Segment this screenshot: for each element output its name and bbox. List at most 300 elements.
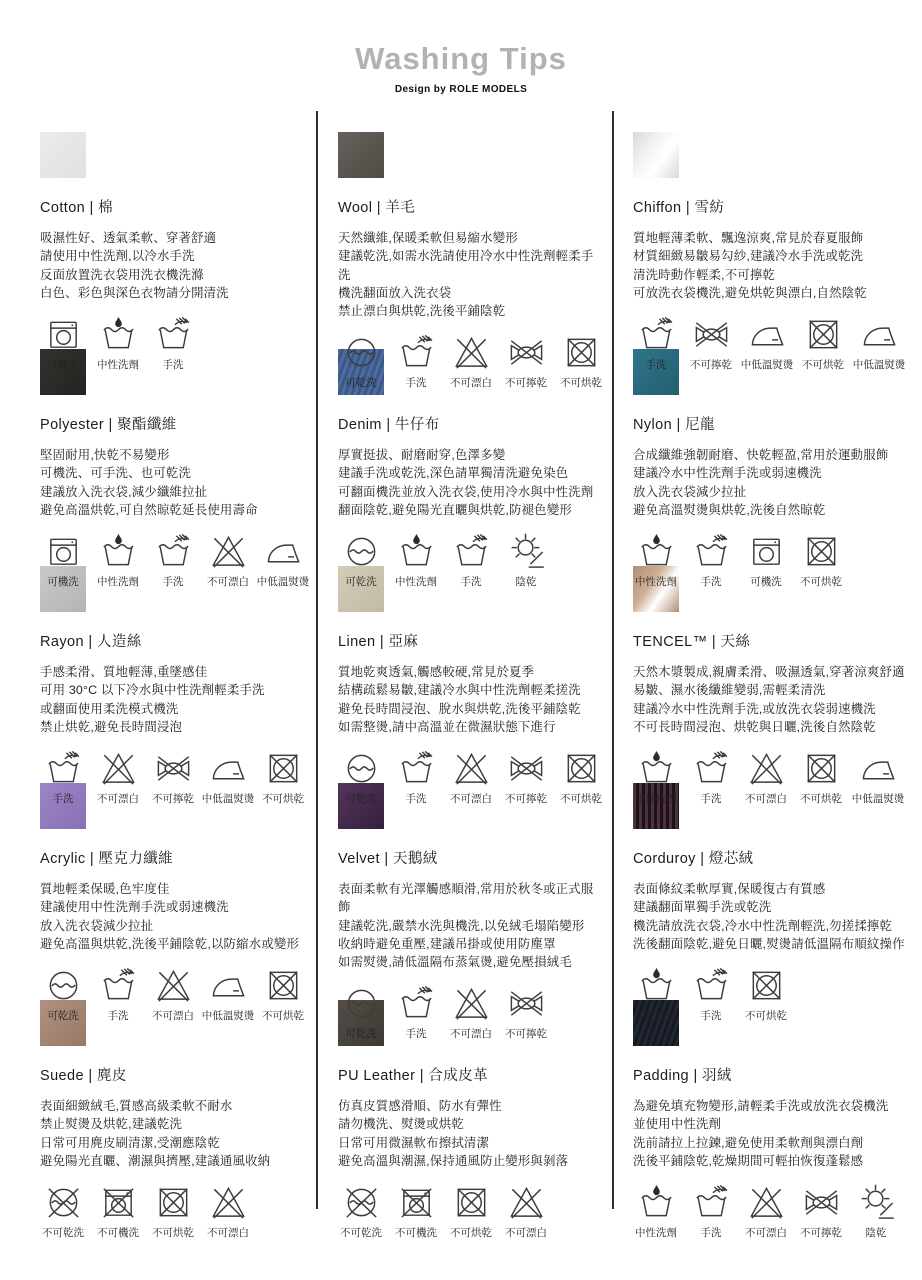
care-icon-row bbox=[633, 1183, 912, 1240]
fabric-description-line: 洗後平鋪陰乾,乾燥期間可輕拍恢復蓬鬆感 bbox=[633, 1153, 864, 1168]
fabric-description-line: 放入洗衣袋減少拉扯 bbox=[40, 918, 154, 933]
care-icon-row bbox=[633, 315, 912, 372]
fabric-description-line: 可用 30°C 以下冷水與中性洗劑輕柔手洗 bbox=[40, 683, 265, 698]
fabric-description-line: 避免長時間浸泡、脫水與烘乾,洗後平鋪陰乾 bbox=[338, 701, 581, 716]
care-icon-item bbox=[800, 315, 846, 372]
grid-column-1 bbox=[0, 111, 316, 1240]
care-icon-item bbox=[448, 749, 494, 806]
no-wring-icon bbox=[507, 749, 546, 788]
care-icon-item bbox=[40, 532, 86, 589]
fabric-description-line: 請使用中性洗劑,以冷水手洗 bbox=[40, 249, 195, 264]
care-icon-item bbox=[393, 333, 439, 390]
fabric-card bbox=[633, 349, 912, 589]
fabric-description-line: 仿真皮質感滑順、防水有彈性 bbox=[338, 1099, 502, 1114]
care-icon-label: 不可漂白 bbox=[97, 793, 139, 806]
care-icon-item bbox=[503, 333, 549, 390]
no-wring-icon bbox=[507, 984, 546, 1023]
fabric-description-line: 結構疏鬆易皺,建議冷水與中性洗劑輕柔搓洗 bbox=[338, 683, 581, 698]
fabric-description-line: 洗後翻面陰乾,避免日曬,熨燙請低溫隔布順紋操作 bbox=[633, 936, 905, 951]
care-icon-item bbox=[633, 315, 679, 372]
care-icon-label: 可乾洗 bbox=[345, 576, 377, 589]
no-tumble-dry-icon bbox=[804, 315, 843, 354]
care-icon-row bbox=[40, 966, 304, 1023]
care-icon-item bbox=[201, 749, 255, 806]
fabric-title: Wool | 羊毛 bbox=[338, 200, 416, 217]
iron-low-icon bbox=[209, 749, 248, 788]
fabric-description-line: 可放洗衣袋機洗,避免烘乾與漂白,自然陰乾 bbox=[633, 285, 867, 300]
no-tumble-dry-icon bbox=[802, 532, 841, 571]
fabric-title: Corduroy | 燈芯絨 bbox=[633, 851, 754, 868]
fabric-description bbox=[40, 446, 304, 519]
fabric-card bbox=[40, 1000, 304, 1240]
care-icon-label: 中性洗劑 bbox=[635, 793, 677, 806]
care-icon-row bbox=[338, 333, 602, 390]
iron-low-icon bbox=[860, 315, 899, 354]
no-tumble-dry-icon bbox=[452, 1183, 491, 1222]
care-icon-item bbox=[260, 749, 306, 806]
care-icon-label: 不可烘乾 bbox=[800, 576, 842, 589]
fabric-card bbox=[633, 1000, 912, 1240]
care-icon-label: 不可漂白 bbox=[745, 1227, 787, 1240]
neutral-detergent-icon bbox=[99, 532, 138, 571]
fabric-swatch-image bbox=[633, 132, 679, 178]
iron-low-icon bbox=[209, 966, 248, 1005]
no-dry-clean-icon bbox=[342, 1183, 381, 1222]
care-icon-item bbox=[743, 749, 789, 806]
care-icon-item bbox=[201, 966, 255, 1023]
fabric-description-line: 表面條紋柔軟厚實,保暖復古有質感 bbox=[633, 882, 826, 897]
fabric-description-line: 機洗請放洗衣袋,冷水中性洗劑輕洗,勿搓揉擰乾 bbox=[633, 918, 893, 933]
neutral-detergent-icon bbox=[99, 315, 138, 354]
care-icon-label: 可機洗 bbox=[47, 359, 79, 372]
fabric-title: Acrylic | 壓克力纖維 bbox=[40, 851, 174, 868]
fabric-description-line: 禁止漂白與烘乾,洗後平鋪陰乾 bbox=[338, 304, 506, 319]
care-icon-label: 手洗 bbox=[645, 359, 667, 372]
fabric-card bbox=[40, 566, 304, 806]
fabric-description-line: 厚實挺拔、耐磨耐穿,色澤多變 bbox=[338, 448, 506, 463]
no-tumble-dry-icon bbox=[264, 966, 303, 1005]
fabric-title: Denim | 牛仔布 bbox=[338, 417, 440, 434]
care-icon-label: 不可擰乾 bbox=[152, 793, 194, 806]
fabric-title: PU Leather | 合成皮革 bbox=[338, 1068, 488, 1085]
care-icon-label: 不可漂白 bbox=[505, 1227, 547, 1240]
fabric-title: Chiffon | 雪紡 bbox=[633, 200, 725, 217]
care-icon-item bbox=[503, 532, 549, 589]
fabric-description-line: 反面放置洗衣袋用洗衣機洗滌 bbox=[40, 267, 204, 282]
care-icon-label: 不可烘乾 bbox=[152, 1227, 194, 1240]
no-bleach-icon bbox=[507, 1183, 546, 1222]
no-bleach-icon bbox=[209, 532, 248, 571]
care-icon-label: 不可擰乾 bbox=[505, 1028, 547, 1041]
hand-wash-icon bbox=[99, 966, 138, 1005]
care-icon-label: 不可烘乾 bbox=[560, 377, 602, 390]
fabric-description-line: 白色、彩色與深色衣物請分開清洗 bbox=[40, 285, 229, 300]
care-icon-label: 手洗 bbox=[700, 1227, 722, 1240]
care-icon-item bbox=[95, 966, 141, 1023]
care-icon-item bbox=[852, 315, 906, 372]
fabric-title: Padding | 羽絨 bbox=[633, 1068, 732, 1085]
fabric-description-line: 日常可用麂皮刷清潔,受潮應陰乾 bbox=[40, 1135, 220, 1150]
fabric-description-line: 易皺、濕水後纖維變弱,需輕柔清洗 bbox=[633, 683, 826, 698]
no-dry-clean-icon bbox=[44, 1183, 83, 1222]
fabric-description-line: 可機洗、可手洗、也可乾洗 bbox=[40, 466, 192, 481]
care-icon-label: 中低溫熨燙 bbox=[851, 793, 905, 806]
care-icon-item bbox=[338, 984, 384, 1041]
fabric-description bbox=[633, 1097, 912, 1170]
care-icon-label: 中低溫熨燙 bbox=[740, 359, 794, 372]
care-icon-label: 可乾洗 bbox=[47, 1010, 79, 1023]
no-bleach-icon bbox=[747, 1183, 786, 1222]
fabric-description-line: 收納時避免重壓,建議吊掛或使用防塵罩 bbox=[338, 936, 556, 951]
care-icon-item bbox=[260, 966, 306, 1023]
care-icon-item bbox=[338, 333, 384, 390]
care-icon-label: 可機洗 bbox=[750, 576, 782, 589]
care-icon-item bbox=[150, 749, 196, 806]
machine-wash-icon bbox=[44, 315, 83, 354]
page-title: Washing Tips bbox=[355, 41, 567, 76]
care-icon-item bbox=[338, 532, 384, 589]
care-icon-label: 不可漂白 bbox=[152, 1010, 194, 1023]
fabric-description-line: 質地輕薄柔軟、飄逸涼爽,常見於春夏服飾 bbox=[633, 231, 864, 246]
care-icon-label: 不可漂白 bbox=[207, 1227, 249, 1240]
fabric-title: Cotton | 棉 bbox=[40, 200, 114, 217]
no-wring-icon bbox=[507, 333, 546, 372]
hand-wash-icon bbox=[44, 749, 83, 788]
care-icon-label: 手洗 bbox=[405, 1028, 427, 1041]
care-icon-label: 不可擰乾 bbox=[690, 359, 732, 372]
hand-wash-icon bbox=[637, 315, 676, 354]
care-icon-item bbox=[40, 966, 86, 1023]
care-icon-label: 手洗 bbox=[162, 576, 184, 589]
fabric-description-line: 洗前請拉上拉鍊,避免使用柔軟劑與漂白劑 bbox=[633, 1135, 864, 1150]
no-bleach-icon bbox=[747, 749, 786, 788]
no-tumble-dry-icon bbox=[264, 749, 303, 788]
care-icon-label: 不可烘乾 bbox=[262, 1010, 304, 1023]
fabric-description-line: 機洗翻面放入洗衣袋 bbox=[338, 285, 452, 300]
care-icon-label: 可乾洗 bbox=[345, 793, 377, 806]
fabric-card bbox=[633, 132, 912, 372]
care-icon-item bbox=[150, 532, 196, 589]
care-icon-item bbox=[448, 984, 494, 1041]
care-icon-item bbox=[633, 1183, 679, 1240]
care-icon-row bbox=[40, 749, 304, 806]
care-icon-item bbox=[150, 1183, 196, 1240]
care-icon-item bbox=[798, 749, 844, 806]
no-bleach-icon bbox=[452, 749, 491, 788]
care-icon-item bbox=[853, 1183, 899, 1240]
page-subtitle: Design by ROLE MODELS bbox=[394, 84, 528, 96]
fabric-description-line: 材質細緻易皺易勾紗,建議冷水手洗或乾洗 bbox=[633, 249, 864, 264]
fabric-description-line: 質地乾爽透氣,觸感較硬,常見於夏季 bbox=[338, 665, 535, 680]
no-tumble-dry-icon bbox=[802, 749, 841, 788]
care-icon-row bbox=[40, 1183, 304, 1240]
care-icon-label: 手洗 bbox=[700, 576, 722, 589]
care-icon-item bbox=[743, 966, 789, 1023]
fabric-description-line: 天然木漿製成,親膚柔滑、吸濕透氣,穿著涼爽舒適 bbox=[633, 665, 905, 680]
machine-wash-icon bbox=[747, 532, 786, 571]
hand-wash-icon bbox=[452, 532, 491, 571]
care-icon-label: 不可烘乾 bbox=[802, 359, 844, 372]
fabric-description-line: 並使用中性洗劑 bbox=[633, 1117, 722, 1132]
fabric-title: Nylon | 尼龍 bbox=[633, 417, 715, 434]
care-icon-label: 中性洗劑 bbox=[97, 576, 139, 589]
care-icon-row bbox=[633, 749, 912, 806]
hand-wash-icon bbox=[154, 532, 193, 571]
no-tumble-dry-icon bbox=[562, 333, 601, 372]
care-icon-row bbox=[338, 1183, 602, 1240]
fabric-title: Suede | 麂皮 bbox=[40, 1068, 127, 1085]
dry-clean-icon bbox=[342, 749, 381, 788]
fabric-description-line: 為避免填充物變形,請輕柔手洗或放洗衣袋機洗 bbox=[633, 1099, 889, 1114]
fabric-description-line: 日常可用微濕軟布擦拭清潔 bbox=[338, 1135, 490, 1150]
care-icon-item bbox=[688, 315, 734, 372]
no-bleach-icon bbox=[99, 749, 138, 788]
neutral-detergent-icon bbox=[397, 532, 436, 571]
fabric-description-line: 清洗時動作輕柔,不可擰乾 bbox=[633, 267, 776, 282]
care-icon-item bbox=[503, 1183, 549, 1240]
care-icon-item bbox=[798, 532, 844, 589]
fabric-description bbox=[338, 229, 602, 320]
fabric-description-line: 表面柔軟有光澤觸感順滑,常用於秋冬或正式服飾 bbox=[338, 882, 594, 915]
care-icon-item bbox=[448, 333, 494, 390]
machine-wash-icon bbox=[44, 532, 83, 571]
care-icon-label: 手洗 bbox=[107, 1010, 129, 1023]
care-icon-label: 不可擰乾 bbox=[505, 377, 547, 390]
fabric-description-line: 質地輕柔保暖,色牢度佳 bbox=[40, 882, 170, 897]
fabric-card bbox=[40, 349, 310, 589]
care-icon-label: 中低溫熨燙 bbox=[201, 1010, 255, 1023]
care-icon-item bbox=[95, 749, 141, 806]
fabric-card bbox=[633, 566, 912, 806]
care-icon-label: 手洗 bbox=[700, 793, 722, 806]
fabric-description bbox=[633, 446, 912, 519]
fabric-description bbox=[40, 1097, 304, 1170]
grid-column-3 bbox=[612, 111, 922, 1240]
fabric-description bbox=[338, 663, 602, 736]
care-icon-item bbox=[393, 1183, 439, 1240]
hand-wash-icon bbox=[692, 749, 731, 788]
fabric-description-line: 建議翻面單獨手洗或乾洗 bbox=[633, 900, 772, 915]
care-icon-label: 不可漂白 bbox=[745, 793, 787, 806]
care-icon-item bbox=[633, 966, 679, 1023]
fabric-description-line: 禁止烘乾,避免長時間浸泡 bbox=[40, 719, 183, 734]
no-wring-icon bbox=[154, 749, 193, 788]
care-icon-item bbox=[393, 532, 439, 589]
hand-wash-icon bbox=[397, 984, 436, 1023]
no-bleach-icon bbox=[154, 966, 193, 1005]
care-icon-label: 不可烘乾 bbox=[450, 1227, 492, 1240]
care-icon-label: 中性洗劑 bbox=[97, 359, 139, 372]
fabric-card bbox=[338, 132, 602, 390]
care-icon-label: 不可烘乾 bbox=[262, 793, 304, 806]
dry-clean-icon bbox=[342, 984, 381, 1023]
hand-wash-icon bbox=[397, 749, 436, 788]
hand-wash-icon bbox=[692, 532, 731, 571]
care-icon-item bbox=[40, 1183, 86, 1240]
fabric-title: Velvet | 天鵝絨 bbox=[338, 851, 438, 868]
fabric-description-line: 不可長時間浸泡、烘乾與日曬,洗後自然陰乾 bbox=[633, 719, 876, 734]
fabric-description-line: 建議使用中性洗劑手洗或弱速機洗 bbox=[40, 900, 229, 915]
care-icon-item bbox=[338, 1183, 384, 1240]
hand-wash-icon bbox=[154, 315, 193, 354]
no-tumble-dry-icon bbox=[562, 749, 601, 788]
care-icon-item bbox=[688, 749, 734, 806]
care-icon-label: 不可漂白 bbox=[450, 793, 492, 806]
care-icon-label: 中低溫熨燙 bbox=[201, 793, 255, 806]
fabric-description-line: 避免高溫熨燙與烘乾,洗後自然晾乾 bbox=[633, 502, 826, 517]
fabric-swatch-image bbox=[338, 132, 384, 178]
care-icon-label: 中低溫熨燙 bbox=[852, 359, 906, 372]
care-icon-item bbox=[743, 532, 789, 589]
care-icon-row bbox=[40, 532, 310, 589]
care-icon-item bbox=[150, 315, 196, 372]
care-icon-item bbox=[798, 1183, 844, 1240]
care-icon-label: 可乾洗 bbox=[345, 377, 377, 390]
care-icon-label: 不可漂白 bbox=[450, 377, 492, 390]
fabric-description bbox=[633, 229, 912, 302]
iron-low-icon bbox=[859, 749, 898, 788]
care-icon-item bbox=[448, 1183, 494, 1240]
care-icon-label: 不可烘乾 bbox=[800, 793, 842, 806]
no-tumble-dry-icon bbox=[747, 966, 786, 1005]
care-icon-label: 中性洗劑 bbox=[635, 576, 677, 589]
fabric-description-line: 建議乾洗,嚴禁水洗與機洗,以免絨毛塌陷變形 bbox=[338, 918, 585, 933]
fabric-description-line: 建議乾洗,如需水洗請使用冷水中性洗劑輕柔手洗 bbox=[338, 249, 594, 282]
fabric-card bbox=[338, 783, 602, 1041]
fabric-description bbox=[40, 880, 304, 953]
neutral-detergent-icon bbox=[637, 1183, 676, 1222]
fabric-card bbox=[40, 132, 304, 372]
fabric-grid bbox=[0, 111, 922, 1240]
fabric-description-line: 翻面陰乾,避免陽光直曬與烘乾,防褪色變形 bbox=[338, 502, 572, 517]
care-icon-label: 中性洗劑 bbox=[635, 1010, 677, 1023]
care-icon-item bbox=[393, 984, 439, 1041]
care-icon-item bbox=[853, 749, 903, 806]
fabric-description-line: 建議手洗或乾洗,深色請單獨清洗避免染色 bbox=[338, 466, 569, 481]
fabric-title: Rayon | 人造絲 bbox=[40, 634, 142, 651]
care-icon-label: 可機洗 bbox=[47, 576, 79, 589]
care-icon-item bbox=[503, 749, 549, 806]
fabric-description-line: 避免高溫與潮濕,保持通風防止變形與剝落 bbox=[338, 1153, 569, 1168]
care-icon-label: 手洗 bbox=[162, 359, 184, 372]
fabric-description-line: 建議冷水中性洗劑手洗或弱速機洗 bbox=[633, 466, 822, 481]
fabric-description bbox=[338, 446, 602, 519]
fabric-description-line: 堅固耐用,快乾不易變形 bbox=[40, 448, 170, 463]
fabric-description-line: 請勿機洗、熨燙或烘乾 bbox=[338, 1117, 464, 1132]
care-icon-item bbox=[256, 532, 310, 589]
care-icon-label: 不可擰乾 bbox=[505, 793, 547, 806]
care-icon-label: 不可漂白 bbox=[450, 1028, 492, 1041]
fabric-description-line: 如需整燙,請中高溫並在微濕狀態下進行 bbox=[338, 719, 556, 734]
shade-dry-icon bbox=[857, 1183, 896, 1222]
fabric-card bbox=[338, 566, 602, 806]
no-bleach-icon bbox=[452, 984, 491, 1023]
care-icon-item bbox=[503, 984, 549, 1041]
care-icon-label: 不可乾洗 bbox=[42, 1227, 84, 1240]
fabric-description bbox=[40, 229, 304, 302]
fabric-description bbox=[633, 880, 912, 953]
care-icon-label: 手洗 bbox=[52, 793, 74, 806]
care-icon-label: 可乾洗 bbox=[345, 1028, 377, 1041]
no-wring-icon bbox=[802, 1183, 841, 1222]
grid-column-2 bbox=[316, 111, 612, 1240]
care-icon-label: 不可烘乾 bbox=[560, 793, 602, 806]
fabric-description bbox=[633, 663, 912, 736]
care-icon-item bbox=[558, 749, 604, 806]
dry-clean-icon bbox=[342, 532, 381, 571]
fabric-swatch-image bbox=[40, 132, 86, 178]
care-icon-label: 中性洗劑 bbox=[635, 1227, 677, 1240]
care-icon-label: 手洗 bbox=[700, 1010, 722, 1023]
fabric-description-line: 避免高溫烘乾,可自然晾乾延長使用壽命 bbox=[40, 502, 258, 517]
no-machine-wash-icon bbox=[397, 1183, 436, 1222]
fabric-title: Polyester | 聚酯纖維 bbox=[40, 417, 177, 434]
care-icon-label: 不可機洗 bbox=[395, 1227, 437, 1240]
care-icon-label: 不可機洗 bbox=[97, 1227, 139, 1240]
fabric-description bbox=[40, 663, 304, 736]
fabric-description-line: 手感柔滑、質地輕薄,重墜感佳 bbox=[40, 665, 208, 680]
neutral-detergent-icon bbox=[637, 532, 676, 571]
fabric-description-line: 吸濕性好、透氣柔軟、穿著舒適 bbox=[40, 231, 217, 246]
care-icon-label: 不可烘乾 bbox=[745, 1010, 787, 1023]
hand-wash-icon bbox=[397, 333, 436, 372]
dry-clean-icon bbox=[342, 333, 381, 372]
care-icon-item bbox=[95, 1183, 141, 1240]
fabric-description-line: 表面細緻絨毛,質感高級柔軟不耐水 bbox=[40, 1099, 233, 1114]
no-wring-icon bbox=[692, 315, 731, 354]
no-machine-wash-icon bbox=[99, 1183, 138, 1222]
no-bleach-icon bbox=[209, 1183, 248, 1222]
care-icon-label: 手洗 bbox=[405, 377, 427, 390]
iron-low-icon bbox=[748, 315, 787, 354]
care-icon-item bbox=[448, 532, 494, 589]
fabric-description-line: 避免陽光直曬、潮濕與擠壓,建議通風收納 bbox=[40, 1153, 271, 1168]
fabric-description-line: 天然纖維,保暖柔軟但易縮水變形 bbox=[338, 231, 518, 246]
care-icon-item bbox=[633, 749, 679, 806]
fabric-description-line: 建議冷水中性洗劑手洗,或放洗衣袋弱速機洗 bbox=[633, 701, 876, 716]
care-icon-item bbox=[688, 966, 734, 1023]
dry-clean-icon bbox=[44, 966, 83, 1005]
care-icon-item bbox=[740, 315, 794, 372]
care-icon-item bbox=[633, 532, 679, 589]
fabric-description-line: 合成纖維強韌耐磨、快乾輕盈,常用於運動服飾 bbox=[633, 448, 889, 463]
care-icon-item bbox=[40, 749, 86, 806]
shade-dry-icon bbox=[507, 532, 546, 571]
no-tumble-dry-icon bbox=[154, 1183, 193, 1222]
care-icon-item bbox=[743, 1183, 789, 1240]
care-icon-item bbox=[393, 749, 439, 806]
fabric-description-line: 建議放入洗衣袋,減少纖維拉扯 bbox=[40, 484, 208, 499]
care-icon-label: 不可乾洗 bbox=[340, 1227, 382, 1240]
fabric-description-line: 如需熨燙,請低溫隔布蒸氣燙,避免壓損絨毛 bbox=[338, 955, 572, 970]
care-icon-label: 中低溫熨燙 bbox=[256, 576, 310, 589]
fabric-title: Linen | 亞麻 bbox=[338, 634, 419, 651]
fabric-card bbox=[40, 783, 304, 1023]
care-icon-item bbox=[688, 1183, 734, 1240]
care-icon-item bbox=[205, 532, 251, 589]
care-icon-label: 陰乾 bbox=[865, 1227, 887, 1240]
fabric-description bbox=[338, 880, 602, 971]
neutral-detergent-icon bbox=[637, 749, 676, 788]
fabric-description-line: 禁止熨燙及烘乾,建議乾洗 bbox=[40, 1117, 183, 1132]
fabric-card bbox=[633, 783, 912, 1023]
care-icon-label: 手洗 bbox=[405, 793, 427, 806]
hand-wash-icon bbox=[692, 966, 731, 1005]
care-icon-item bbox=[150, 966, 196, 1023]
care-icon-item bbox=[558, 333, 604, 390]
fabric-description-line: 避免高溫與烘乾,洗後平鋪陰乾,以防縮水或變形 bbox=[40, 936, 300, 951]
care-icon-label: 中性洗劑 bbox=[395, 576, 437, 589]
